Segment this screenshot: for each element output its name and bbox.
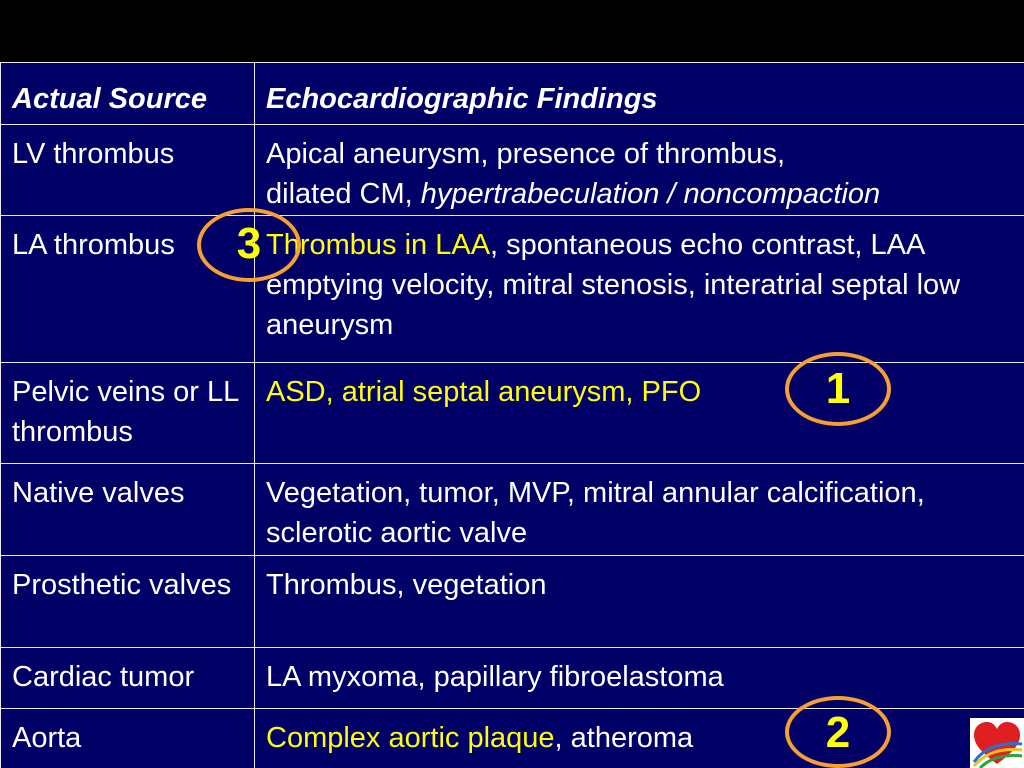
header-echo-findings: Echocardiographic Findings [255, 63, 1024, 125]
annotation-number-3: 3 [236, 219, 262, 268]
source-cell: Pelvic veins or LL thrombus [1, 363, 255, 464]
table-row [1, 125, 1024, 216]
finding-highlight-text: Thrombus in LAA [266, 229, 491, 261]
finding-text: , atheroma [554, 722, 694, 754]
heart-logo-svg [970, 718, 1024, 768]
finding-cell [255, 125, 1024, 216]
annotation-number-1: 1 [825, 364, 851, 413]
finding-cell [255, 216, 1024, 363]
finding-text: Apical aneurysm, presence of thrombus, [266, 138, 786, 170]
source-cell: Cardiac tumor [1, 648, 255, 709]
source-cell: LA thrombus [1, 216, 255, 363]
source-cell: Native valves [1, 464, 255, 556]
finding-text: , spontaneous echo contrast, LAA emptying velocity, mitral stenosis, interatrial septal low aneurysm [266, 229, 961, 341]
annotation-number-2: 2 [825, 708, 851, 757]
finding-cell: Thrombus, vegetation [255, 556, 1024, 648]
header-actual-source: Actual Source [1, 63, 255, 125]
source-cell: LV thrombus [1, 125, 255, 216]
table-row [1, 556, 1024, 648]
source-cell: Aorta [1, 709, 255, 768]
finding-cell: Vegetation, tumor, MVP, mitral annular calcification, sclerotic aortic valve [255, 464, 1024, 556]
finding-italic-text: hypertrabeculation / noncompaction [420, 178, 881, 210]
finding-highlight-text: Complex aortic plaque [266, 722, 555, 754]
table-row [1, 648, 1024, 709]
table-header-row [1, 63, 1024, 125]
finding-highlight-text: ASD, atrial septal aneurysm, PFO [266, 376, 702, 408]
table-row [1, 216, 1024, 363]
source-cell: Prosthetic valves [1, 556, 255, 648]
finding-text: dilated CM, [266, 178, 421, 210]
finding-cell: LA myxoma, papillary fibroelastoma [255, 648, 1024, 709]
table-row [1, 464, 1024, 556]
finding-cell [255, 363, 1024, 464]
heart-logo-icon [970, 718, 1024, 768]
finding-cell [255, 709, 1024, 768]
